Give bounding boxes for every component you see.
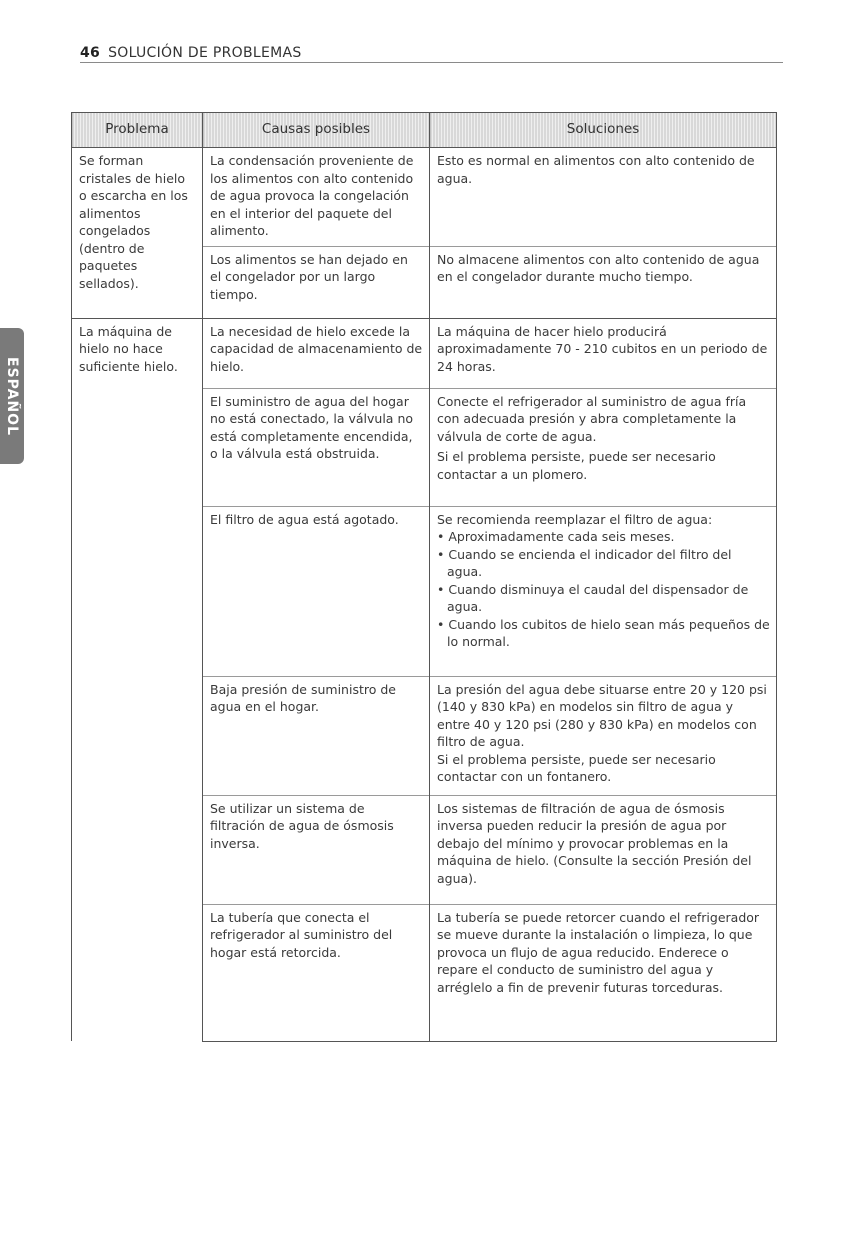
list-item: • Cuando disminuya el caudal del dispensador de agua. [437,581,749,614]
solution-text: La presión del agua debe situarse entre 20 y 120 psi (140 y 830 kPa) en modelos sin filtro de agua y entre 40 y 120 psi (280 y 830 kPa) en modelos con filtro de agua. [437,681,767,749]
solution-cell [430,388,777,506]
cause-cell: El suministro de agua del hogar no está conectado, la válvula no está completamente encendida, o la válvula está obstruida. [203,388,430,506]
solution-cell: No almacene alimentos con alto contenido de agua en el congelador durante mucho tiempo. [430,246,777,318]
list-item: • Aproximadamente cada seis meses. [437,529,675,544]
cause-cell: Los alimentos se han dejado en el congelador por un largo tiempo. [203,246,430,318]
page-header [80,44,783,63]
problem-cell: Se forman cristales de hielo o escarcha en los alimentos congelados (dentro de paquetes sellados). [72,148,203,319]
header-causes: Causas posibles [203,113,430,148]
cause-cell: La necesidad de hielo excede la capacidad de almacenamiento de hielo. [203,318,430,388]
cause-cell: El filtro de agua está agotado. [203,506,430,676]
table-row [72,318,777,388]
solution-extra-text: Si el problema persiste, puede ser necesario contactar a un plomero. [437,449,716,482]
language-tab-label: ESPAÑOL [4,356,20,436]
solution-cell: La máquina de hacer hielo producirá aproximadamente 70 - 210 cubitos en un periodo de 24 horas. [430,318,777,388]
solution-text: Se recomienda reemplazar el filtro de agua: [437,511,713,527]
page-number: 46 [80,45,101,61]
solution-cell: Esto es normal en alimentos con alto contenido de agua. [430,148,777,247]
header-problem: Problema [72,113,203,148]
cause-cell: Baja presión de suministro de agua en el hogar. [203,676,430,795]
table-header-row [72,113,777,148]
solution-cell: La tubería se puede retorcer cuando el refrigerador se mueve durante la instalación o limpieza, lo que provoca un flujo de agua reducido. Enderece o repare el conducto de suministro del agua y arréglelo a fin de prevenir futuras torceduras. [430,904,777,1041]
header-solutions: Soluciones [430,113,777,148]
section-title: SOLUCIÓN DE PROBLEMAS [108,45,302,61]
solution-cell [430,676,777,795]
solution-text: Conecte el refrigerador al suministro de agua fría con adecuada presión y abra completamente la válvula de corte de agua. [437,393,747,444]
solution-cell: Los sistemas de filtración de agua de ósmosis inversa pueden reducir la presión de agua por debajo del mínimo y provocar problemas en la máquina de hielo. (Consulte la sección Presión del agua). [430,795,777,904]
cause-cell: Se utilizar un sistema de filtración de agua de ósmosis inversa. [203,795,430,904]
solution-cell [430,506,777,676]
table-row [72,148,777,247]
cause-cell: La condensación proveniente de los alimentos con alto contenido de agua provoca la congelación en el interior del paquete del alimento. [203,148,430,247]
problem-cell: La máquina de hielo no hace suficiente hielo. [72,318,203,1041]
list-item: • Cuando se encienda el indicador del filtro del agua. [437,546,732,579]
cause-cell: La tubería que conecta el refrigerador al suministro del hogar está retorcida. [203,904,430,1041]
list-item: • Cuando los cubitos de hielo sean más pequeños de lo normal. [437,616,770,649]
solution-extra-text: Si el problema persiste, puede ser necesario contactar con un fontanero. [437,751,716,784]
language-tab [0,328,24,464]
recommendation-list [437,528,770,651]
troubleshooting-table [71,112,777,1042]
